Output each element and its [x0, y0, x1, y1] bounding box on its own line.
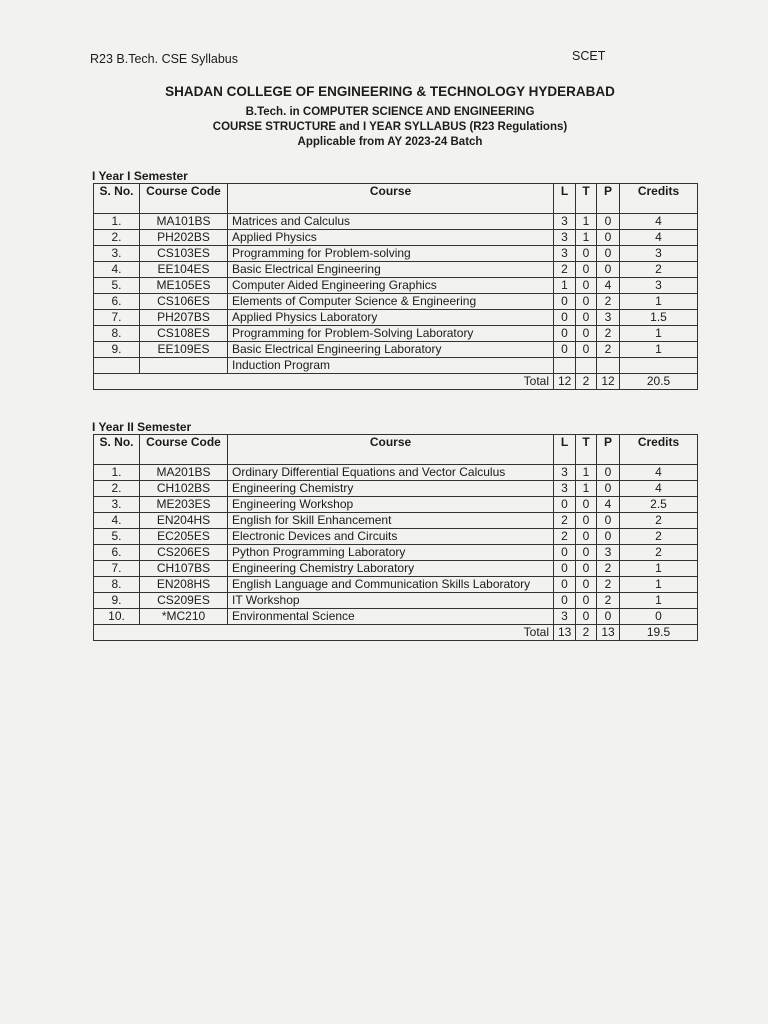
cell-code: PH207BS — [140, 310, 228, 326]
cell-l: 3 — [554, 230, 576, 246]
cell-credits: 1 — [620, 561, 698, 577]
col-p: P — [597, 435, 620, 465]
cell-credits: 1.5 — [620, 310, 698, 326]
cell-credits: 1 — [620, 294, 698, 310]
cell-credits: 4 — [620, 214, 698, 230]
cell-sno: 3. — [94, 497, 140, 513]
col-t: T — [576, 435, 597, 465]
cell-sno: 1. — [94, 214, 140, 230]
cell-course: Engineering Workshop — [228, 497, 554, 513]
cell-code: CH107BS — [140, 561, 228, 577]
cell-l: 0 — [554, 577, 576, 593]
cell-code: CS106ES — [140, 294, 228, 310]
table-row — [94, 230, 698, 246]
total-label: Total — [94, 374, 554, 390]
header-right: SCET — [572, 49, 606, 63]
cell-course: English Language and Communication Skills Laboratory — [228, 577, 554, 593]
cell-code: EC205ES — [140, 529, 228, 545]
cell-l: 0 — [554, 593, 576, 609]
cell-sno: 9. — [94, 593, 140, 609]
cell-sno: 3. — [94, 246, 140, 262]
table-row — [94, 310, 698, 326]
cell-sno — [94, 358, 140, 374]
cell-t: 0 — [576, 262, 597, 278]
table-row — [94, 609, 698, 625]
cell-course: IT Workshop — [228, 593, 554, 609]
header-left: R23 B.Tech. CSE Syllabus — [90, 52, 238, 66]
cell-sno: 2. — [94, 230, 140, 246]
cell-code: MA201BS — [140, 465, 228, 481]
cell-course: Applied Physics Laboratory — [228, 310, 554, 326]
cell-code: *MC210 — [140, 609, 228, 625]
cell-code: CH102BS — [140, 481, 228, 497]
table-row — [94, 465, 698, 481]
cell-l: 3 — [554, 214, 576, 230]
structure-title: COURSE STRUCTURE and I YEAR SYLLABUS (R23 Regulations) — [212, 121, 568, 133]
cell-t — [576, 358, 597, 374]
total-label: Total — [94, 625, 554, 641]
cell-sno: 7. — [94, 561, 140, 577]
cell-t: 1 — [576, 481, 597, 497]
cell-l: 2 — [554, 513, 576, 529]
cell-p: 2 — [597, 577, 620, 593]
cell-course: Environmental Science — [228, 609, 554, 625]
cell-sno: 6. — [94, 294, 140, 310]
cell-t: 0 — [576, 513, 597, 529]
cell-t: 1 — [576, 465, 597, 481]
cell-course: Engineering Chemistry — [228, 481, 554, 497]
cell-sno: 10. — [94, 609, 140, 625]
col-p: P — [597, 184, 620, 214]
cell-credits: 0 — [620, 609, 698, 625]
table-row — [94, 577, 698, 593]
cell-sno: 1. — [94, 465, 140, 481]
cell-credits: 4 — [620, 230, 698, 246]
cell-p: 0 — [597, 465, 620, 481]
cell-sno: 8. — [94, 326, 140, 342]
cell-t: 0 — [576, 529, 597, 545]
cell-p: 2 — [597, 294, 620, 310]
cell-p: 0 — [597, 262, 620, 278]
cell-t: 0 — [576, 246, 597, 262]
sem1-table — [93, 183, 698, 390]
cell-course: Python Programming Laboratory — [228, 545, 554, 561]
col-course: Course — [228, 435, 554, 465]
sem2-label: I Year II Semester — [92, 420, 192, 434]
cell-p: 2 — [597, 561, 620, 577]
cell-p: 3 — [597, 545, 620, 561]
table-row — [94, 358, 698, 374]
cell-l: 0 — [554, 310, 576, 326]
cell-t: 1 — [576, 214, 597, 230]
table-header-row — [94, 435, 698, 465]
total-credits: 20.5 — [620, 374, 698, 390]
table-row — [94, 246, 698, 262]
sem2-table — [93, 434, 698, 641]
cell-code: CS206ES — [140, 545, 228, 561]
cell-t: 0 — [576, 609, 597, 625]
cell-t: 0 — [576, 577, 597, 593]
title-block — [90, 84, 690, 150]
col-l: L — [554, 184, 576, 214]
cell-t: 0 — [576, 593, 597, 609]
cell-course: Electronic Devices and Circuits — [228, 529, 554, 545]
total-credits: 19.5 — [620, 625, 698, 641]
cell-course: Induction Program — [228, 358, 554, 374]
table-row — [94, 278, 698, 294]
cell-credits: 1 — [620, 342, 698, 358]
college-title: SHADAN COLLEGE OF ENGINEERING & TECHNOLOGY HYDERABAD — [165, 84, 615, 99]
cell-p: 4 — [597, 278, 620, 294]
cell-credits: 2 — [620, 529, 698, 545]
cell-course: English for Skill Enhancement — [228, 513, 554, 529]
cell-credits: 4 — [620, 465, 698, 481]
total-row — [94, 625, 698, 641]
cell-l: 3 — [554, 609, 576, 625]
table-row — [94, 593, 698, 609]
col-credits: Credits — [620, 184, 698, 214]
cell-course: Basic Electrical Engineering — [228, 262, 554, 278]
cell-code: EN208HS — [140, 577, 228, 593]
cell-course: Computer Aided Engineering Graphics — [228, 278, 554, 294]
cell-p: 0 — [597, 529, 620, 545]
total-l: 13 — [554, 625, 576, 641]
total-row — [94, 374, 698, 390]
cell-p: 0 — [597, 214, 620, 230]
table-row — [94, 326, 698, 342]
cell-t: 0 — [576, 342, 597, 358]
cell-sno: 8. — [94, 577, 140, 593]
cell-sno: 9. — [94, 342, 140, 358]
table-row — [94, 481, 698, 497]
cell-credits: 2 — [620, 262, 698, 278]
table-header-row — [94, 184, 698, 214]
cell-course: Programming for Problem-Solving Laboratory — [228, 326, 554, 342]
table-row — [94, 561, 698, 577]
sem1-label: I Year I Semester — [92, 169, 188, 183]
cell-code: CS103ES — [140, 246, 228, 262]
total-t: 2 — [576, 625, 597, 641]
col-credits: Credits — [620, 435, 698, 465]
cell-p: 2 — [597, 326, 620, 342]
cell-sno: 2. — [94, 481, 140, 497]
cell-course: Ordinary Differential Equations and Vector Calculus — [228, 465, 554, 481]
table-row — [94, 513, 698, 529]
cell-code — [140, 358, 228, 374]
table-row — [94, 342, 698, 358]
col-code: Course Code — [140, 184, 228, 214]
cell-sno: 4. — [94, 513, 140, 529]
cell-course: Matrices and Calculus — [228, 214, 554, 230]
cell-credits: 1 — [620, 593, 698, 609]
applicable-title: Applicable from AY 2023-24 Batch — [297, 136, 483, 148]
cell-t: 0 — [576, 294, 597, 310]
table-row — [94, 262, 698, 278]
cell-l: 3 — [554, 246, 576, 262]
table-row — [94, 529, 698, 545]
total-l: 12 — [554, 374, 576, 390]
cell-l: 2 — [554, 529, 576, 545]
cell-t: 0 — [576, 310, 597, 326]
cell-l — [554, 358, 576, 374]
cell-l: 0 — [554, 545, 576, 561]
cell-credits: 1 — [620, 326, 698, 342]
cell-l: 0 — [554, 561, 576, 577]
cell-credits: 2.5 — [620, 497, 698, 513]
cell-p: 4 — [597, 497, 620, 513]
cell-l: 0 — [554, 497, 576, 513]
cell-credits: 3 — [620, 246, 698, 262]
cell-code: CS209ES — [140, 593, 228, 609]
col-code: Course Code — [140, 435, 228, 465]
total-p: 13 — [597, 625, 620, 641]
cell-code: ME105ES — [140, 278, 228, 294]
cell-l: 2 — [554, 262, 576, 278]
total-p: 12 — [597, 374, 620, 390]
cell-l: 0 — [554, 294, 576, 310]
cell-t: 0 — [576, 326, 597, 342]
cell-code: PH202BS — [140, 230, 228, 246]
table-row — [94, 545, 698, 561]
cell-t: 0 — [576, 545, 597, 561]
cell-code: EE109ES — [140, 342, 228, 358]
table-row — [94, 214, 698, 230]
cell-p: 0 — [597, 246, 620, 262]
table-row — [94, 497, 698, 513]
cell-p — [597, 358, 620, 374]
cell-code: MA101BS — [140, 214, 228, 230]
cell-l: 3 — [554, 465, 576, 481]
col-sno: S. No. — [94, 435, 140, 465]
cell-p: 2 — [597, 342, 620, 358]
cell-sno: 5. — [94, 529, 140, 545]
cell-sno: 4. — [94, 262, 140, 278]
cell-sno: 5. — [94, 278, 140, 294]
cell-l: 0 — [554, 326, 576, 342]
cell-credits: 3 — [620, 278, 698, 294]
cell-l: 0 — [554, 342, 576, 358]
cell-code: EN204HS — [140, 513, 228, 529]
cell-sno: 7. — [94, 310, 140, 326]
cell-p: 0 — [597, 609, 620, 625]
col-course: Course — [228, 184, 554, 214]
total-t: 2 — [576, 374, 597, 390]
cell-code: EE104ES — [140, 262, 228, 278]
cell-course: Programming for Problem-solving — [228, 246, 554, 262]
cell-t: 1 — [576, 230, 597, 246]
cell-p: 0 — [597, 230, 620, 246]
cell-l: 1 — [554, 278, 576, 294]
col-t: T — [576, 184, 597, 214]
program-title: B.Tech. in COMPUTER SCIENCE AND ENGINEERING — [245, 106, 535, 118]
cell-l: 3 — [554, 481, 576, 497]
cell-credits: 4 — [620, 481, 698, 497]
cell-course: Elements of Computer Science & Engineering — [228, 294, 554, 310]
cell-course: Applied Physics — [228, 230, 554, 246]
cell-t: 0 — [576, 561, 597, 577]
cell-credits — [620, 358, 698, 374]
cell-course: Basic Electrical Engineering Laboratory — [228, 342, 554, 358]
cell-credits: 2 — [620, 513, 698, 529]
cell-t: 0 — [576, 278, 597, 294]
cell-credits: 1 — [620, 577, 698, 593]
cell-code: ME203ES — [140, 497, 228, 513]
col-sno: S. No. — [94, 184, 140, 214]
table-row — [94, 294, 698, 310]
cell-p: 0 — [597, 513, 620, 529]
cell-p: 0 — [597, 481, 620, 497]
cell-t: 0 — [576, 497, 597, 513]
cell-p: 3 — [597, 310, 620, 326]
cell-course: Engineering Chemistry Laboratory — [228, 561, 554, 577]
cell-code: CS108ES — [140, 326, 228, 342]
cell-sno: 6. — [94, 545, 140, 561]
cell-credits: 2 — [620, 545, 698, 561]
col-l: L — [554, 435, 576, 465]
cell-p: 2 — [597, 593, 620, 609]
